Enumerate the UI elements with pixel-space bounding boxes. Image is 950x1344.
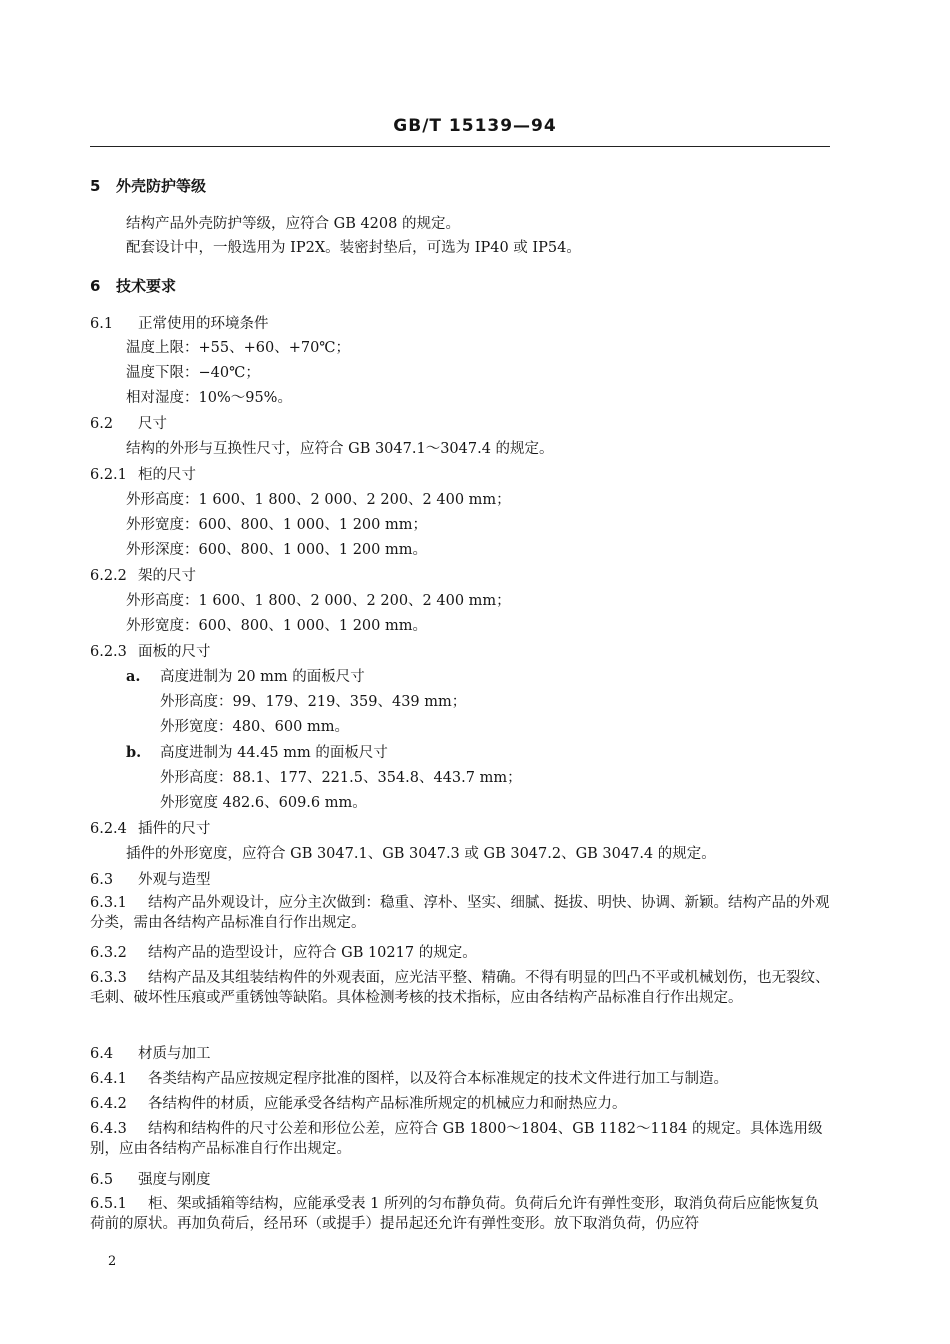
- clause-6-1-heading: 6.1 正常使用的环境条件: [90, 316, 269, 332]
- clause-6-2-3-a-line-2: 外形宽度：480、600 mm。: [160, 719, 349, 735]
- section-5-heading: 5 外壳防护等级: [90, 177, 207, 195]
- clause-6-2-para: 结构的外形与互换性尺寸，应符合 GB 3047.1～3047.4 的规定。: [126, 441, 554, 457]
- clause-6-2-3-b-line-2: 外形宽度 482.6、609.6 mm。: [160, 795, 367, 811]
- clause-6-2-heading: 6.2 尺寸: [90, 416, 167, 432]
- clause-6-2-3-a-line-1: 外形高度：99、179、219、359、439 mm；: [160, 694, 467, 710]
- clause-6-3-heading: 6.3 外观与造型: [90, 872, 211, 888]
- header-rule: [90, 146, 830, 147]
- clause-6-4-2: 6.4.2 各结构件的材质，应能承受各结构产品标准所规定的机械应力和耐热应力。: [90, 1096, 627, 1112]
- page-number: 2: [108, 1254, 117, 1269]
- clause-6-5-1: 6.5.1 柜、架或插箱等结构，应能承受表 1 所列的匀布静负荷。负荷后允许有弹性变形，取消负荷后应能恢复负荷前的原状。再加负荷后，经吊环（或提手）提吊起还允许有弹性变形。放下取消负荷，仍应符: [90, 1196, 819, 1232]
- section-5-para-2: 配套设计中，一般选用为 IP2X。装密封垫后，可选为 IP40 或 IP54。: [126, 240, 581, 256]
- clause-6-4-heading: 6.4 材质与加工: [90, 1046, 211, 1062]
- clause-6-3-2: 6.3.2 结构产品的造型设计，应符合 GB 10217 的规定。: [90, 945, 477, 961]
- clause-6-3-3: 6.3.3 结构产品及其组装结构件的外观表面，应光洁平整、精确。不得有明显的凹凸不平或机械划伤，也无裂纹、毛刺、破坏性压痕或严重锈蚀等缺陷。具体检测考核的技术指标，应由各结构产品标准自行作出规定。: [90, 970, 830, 1006]
- clause-6-2-3-item-b: b. 高度进制为 44.45 mm 的面板尺寸: [126, 744, 388, 761]
- clause-6-2-1-line-3: 外形深度：600、800、1 000、1 200 mm。: [126, 542, 427, 558]
- clause-6-5-heading: 6.5 强度与刚度: [90, 1172, 211, 1188]
- clause-6-2-1-heading: 6.2.1 柜的尺寸: [90, 467, 196, 483]
- clause-6-2-3-heading: 6.2.3 面板的尺寸: [90, 644, 211, 660]
- clause-6-2-2-line-2: 外形宽度：600、800、1 000、1 200 mm。: [126, 618, 427, 634]
- clause-6-4-1: 6.4.1 各类结构产品应按规定程序批准的图样，以及符合本标准规定的技术文件进行加工与制造。: [90, 1071, 728, 1087]
- clause-6-2-3-item-a: a. 高度进制为 20 mm 的面板尺寸: [126, 668, 365, 685]
- section-5-para-1: 结构产品外壳防护等级，应符合 GB 4208 的规定。: [126, 216, 460, 232]
- clause-6-2-4-heading: 6.2.4 插件的尺寸: [90, 821, 211, 837]
- clause-6-1-line-1: 温度上限：+55、+60、+70℃；: [126, 340, 351, 356]
- clause-6-4-3: 6.4.3 结构和结构件的尺寸公差和形位公差，应符合 GB 1800～1804、GB 1182～1184 的规定。具体选用级别，应由各结构产品标准自行作出规定。: [90, 1121, 823, 1157]
- clause-6-2-3-b-line-1: 外形高度：88.1、177、221.5、354.8、443.7 mm；: [160, 770, 522, 786]
- clause-6-1-line-2: 温度下限：−40℃；: [126, 365, 260, 381]
- page-header: GB/T 15139—94: [393, 116, 557, 136]
- clause-6-2-1-line-2: 外形宽度：600、800、1 000、1 200 mm；: [126, 517, 427, 533]
- clause-6-2-1-line-1: 外形高度：1 600、1 800、2 000、2 200、2 400 mm；: [126, 492, 511, 508]
- clause-6-2-4-para: 插件的外形宽度，应符合 GB 3047.1、GB 3047.3 或 GB 3047.2、GB 3047.4 的规定。: [126, 846, 716, 862]
- clause-6-3-1: 6.3.1 结构产品外观设计，应分主次做到：稳重、淳朴、坚实、细腻、挺拔、明快、协调、新颖。结构产品的外观分类，需由各结构产品标准自行作出规定。: [90, 895, 830, 931]
- clause-6-1-line-3: 相对湿度：10%～95%。: [126, 390, 292, 406]
- section-6-heading: 6 技术要求: [90, 277, 177, 295]
- clause-6-2-2-line-1: 外形高度：1 600、1 800、2 000、2 200、2 400 mm；: [126, 593, 511, 609]
- clause-6-2-2-heading: 6.2.2 架的尺寸: [90, 568, 196, 584]
